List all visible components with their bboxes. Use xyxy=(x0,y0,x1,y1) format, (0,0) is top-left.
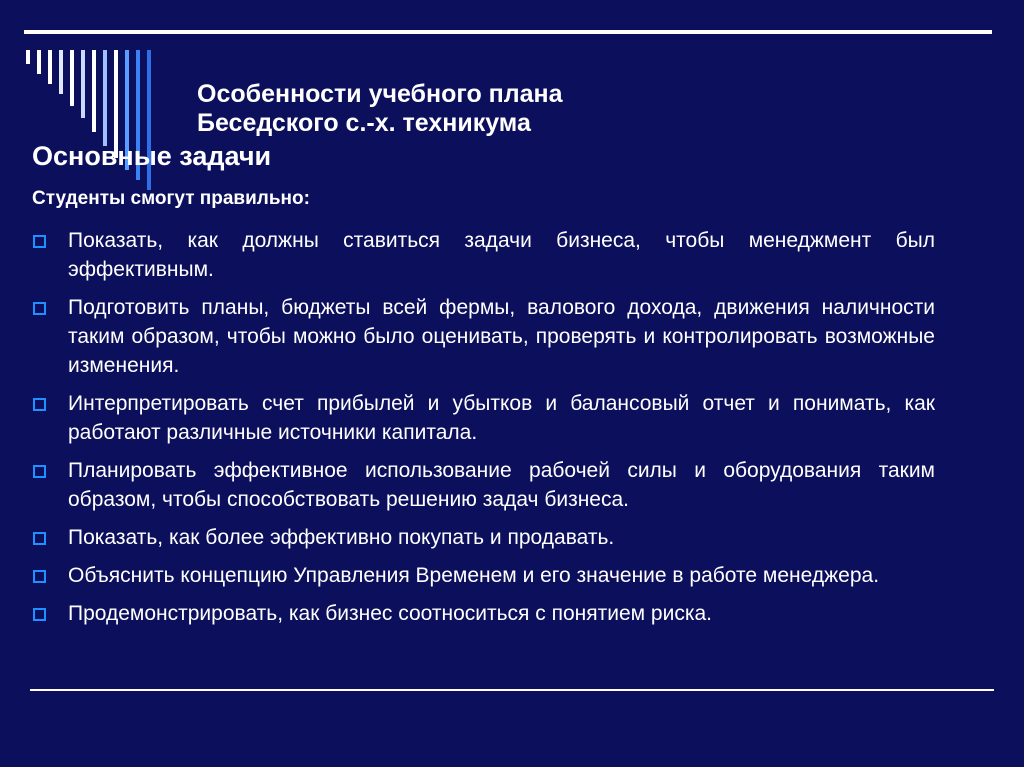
title-line-1: Особенности учебного плана xyxy=(197,80,563,108)
list-item-text: Интерпретировать счет прибылей и убытков и балансовый отчет и понимать, как работают различные источники капитала. xyxy=(68,392,935,444)
stripe xyxy=(70,50,74,106)
slide-title xyxy=(197,80,563,138)
list-item-text: Показать, как более эффективно покупать и продавать. xyxy=(68,526,615,549)
list-item xyxy=(30,456,935,514)
section-heading: Основные задачи xyxy=(32,141,272,171)
list-item-text: Показать, как должны ставиться задачи бизнеса, чтобы менеджмент был эффективным. xyxy=(68,229,935,281)
list-item xyxy=(30,561,935,590)
hollow-square-bullet-icon xyxy=(33,398,46,411)
stripe xyxy=(81,50,85,118)
hollow-square-bullet-icon xyxy=(33,302,46,315)
stripe xyxy=(37,50,41,74)
stripe xyxy=(26,50,30,64)
stripe xyxy=(59,50,63,94)
list-item-text: Планировать эффективное использование рабочей силы и оборудования таким образом, чтобы способствовать решению задач бизнеса. xyxy=(68,459,935,511)
stripe xyxy=(48,50,52,84)
list-item xyxy=(30,293,935,380)
list-item xyxy=(30,599,935,628)
task-list xyxy=(30,226,935,637)
hollow-square-bullet-icon xyxy=(33,465,46,478)
hollow-square-bullet-icon xyxy=(33,570,46,583)
hollow-square-bullet-icon xyxy=(33,235,46,248)
list-item xyxy=(30,523,935,552)
list-item xyxy=(30,389,935,447)
intro-text: Студенты смогут правильно: xyxy=(32,188,310,209)
bottom-rule xyxy=(30,689,994,691)
hollow-square-bullet-icon xyxy=(33,532,46,545)
list-item-text: Подготовить планы, бюджеты всей фермы, валового дохода, движения наличности таким образом, чтобы можно было оценивать, проверять и контролировать возможные изменения. xyxy=(68,296,935,377)
title-line-2: Беседского с.-х. техникума xyxy=(197,109,531,137)
stripe xyxy=(92,50,96,132)
hollow-square-bullet-icon xyxy=(33,608,46,621)
list-item xyxy=(30,226,935,284)
stripe xyxy=(103,50,107,146)
list-item-text: Продемонстрировать, как бизнес соотноситься с понятием риска. xyxy=(68,602,712,625)
list-item-text: Объяснить концепцию Управления Временем и его значение в работе менеджера. xyxy=(68,564,880,587)
